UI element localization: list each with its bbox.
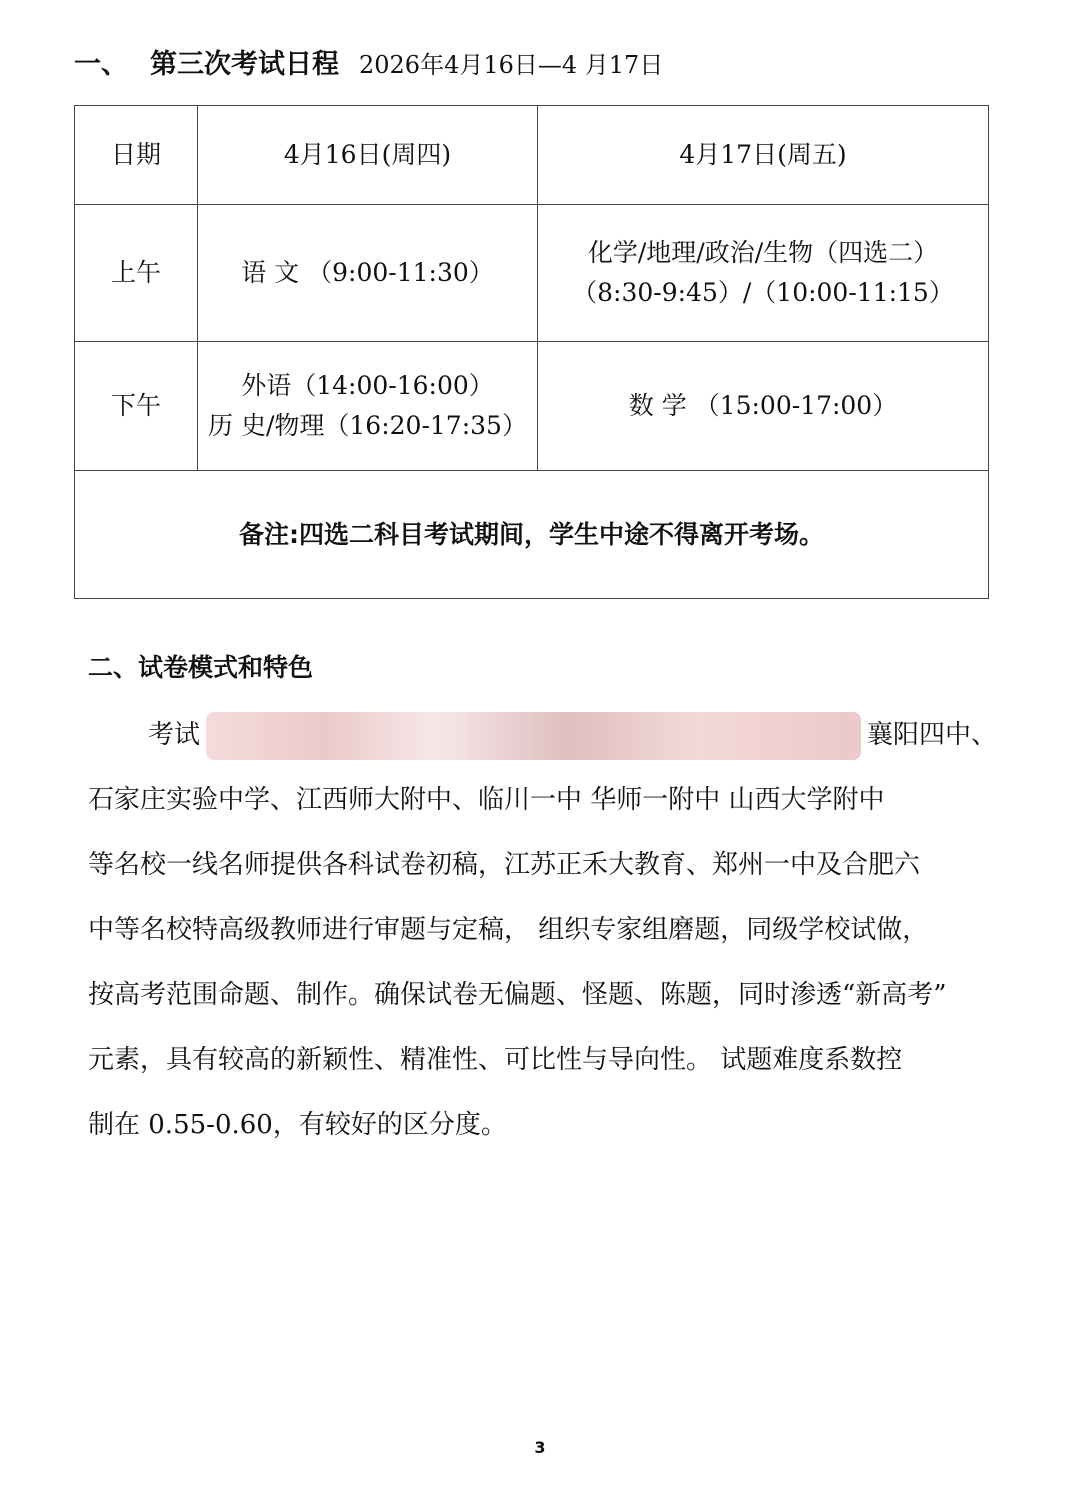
afternoon-day2-cell: 数 学 （15:00-17:00） (538, 342, 989, 471)
schedule-note: 备注:四选二科目考试期间，学生中途不得离开考场。 (75, 471, 989, 599)
afternoon-row (75, 342, 989, 471)
afternoon-day1-foreign-language: 外语（14:00-16:00） (241, 371, 494, 400)
paragraph-line-2: 石家庄实验中学、江西师大附中、临川一中 华师一附中 山西大学附中 (88, 785, 885, 815)
section1-title: 第三次考试日程 (150, 49, 339, 80)
section1-number: 一、 (74, 49, 128, 80)
morning-day2-subjects: 化学/地理/政治/生物（四选二） (587, 238, 939, 267)
afternoon-label-cell: 下午 (75, 342, 198, 471)
line1-end: 襄阳四中、 (867, 720, 998, 750)
afternoon-day1-cell (198, 342, 538, 471)
note-row (75, 471, 989, 599)
table-header-row (75, 106, 989, 205)
morning-row (75, 205, 989, 342)
section2-paragraph (88, 703, 1028, 1158)
paragraph-line-5: 按高考范围命题、制作。确保试卷无偏题、怪题、陈题，同时渗透“新高考” (88, 980, 947, 1010)
section1-dates: 2026年4月16日—4 月17日 (359, 51, 664, 79)
exam-schedule-table (74, 105, 989, 599)
date-label-cell: 日期 (75, 106, 198, 205)
line1-start: 考试 (148, 720, 201, 750)
paragraph-line-7: 制在 0.55-0.60，有较好的区分度。 (88, 1110, 507, 1140)
morning-label-cell: 上午 (75, 205, 198, 342)
redacted-area (206, 712, 861, 760)
section1-heading (74, 42, 663, 82)
morning-day2-cell (538, 205, 989, 342)
afternoon-day1-history-physics: 历 史/物理（16:20-17:35） (208, 411, 527, 440)
paragraph-line-1 (88, 703, 1028, 768)
section2-title: 二、试卷模式和特色 (88, 653, 314, 682)
paragraph-line-6: 元素，具有较高的新颖性、精准性、可比性与导向性。 试题难度系数控 (88, 1045, 903, 1075)
page-number: 3 (534, 1438, 546, 1457)
morning-day1-cell: 语 文 （9:00-11:30） (198, 205, 538, 342)
paragraph-line-3: 等名校一线名师提供各科试卷初稿，江苏正禾大教育、郑州一中及合肥六 (88, 850, 921, 880)
day2-header-cell: 4月17日(周五) (538, 106, 989, 205)
day1-header-cell: 4月16日(周四) (198, 106, 538, 205)
paragraph-line-4: 中等名校特高级教师进行审题与定稿， 组织专家组磨题，同级学校试做， (88, 915, 929, 945)
morning-day2-times: （8:30-9:45）/（10:00-11:15） (572, 278, 954, 307)
